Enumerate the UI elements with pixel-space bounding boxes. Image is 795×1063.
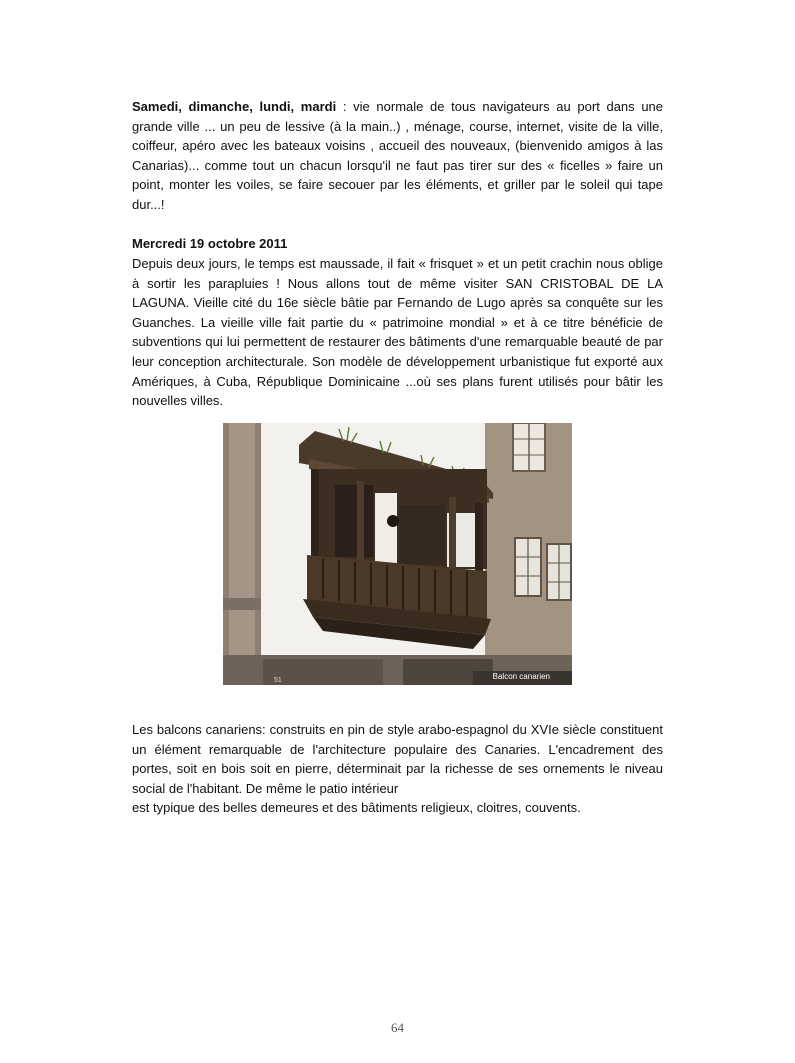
photo-number: 51 xyxy=(274,677,282,684)
paragraph-balcons-last-line: est typique des belles demeures et des bâtiments religieux, cloitres, couvents. xyxy=(132,800,581,816)
date-heading: Mercredi 19 octobre 2011 xyxy=(132,236,288,251)
balcony-illustration xyxy=(223,423,572,685)
paragraph-weekend xyxy=(132,97,663,215)
photo-caption: Balcon canarien xyxy=(492,672,550,681)
paragraph-balcons xyxy=(132,720,663,818)
balcony-photo xyxy=(223,423,572,685)
paragraph-lead: Samedi, dimanche, lundi, mardi xyxy=(132,99,337,114)
page-number: 64 xyxy=(391,1020,404,1035)
paragraph-laguna: Depuis deux jours, le temps est maussade, il fait « frisquet » et un petit crachin nous oblige à sortir les parapluies ! Nous allons tout de même visiter SAN CRISTOBAL DE LA LAGUNA. Vieille cité du 16e siècle bâtie par Fernando de Lugo après sa conquête sur les Guanches. La vieille ville fait partie du « patrimoine mondial » et à ce titre bénéficie de subventions qui lui permettent de restaurer des bâtiments d'une remarquable beauté de par leur conception architecturale. Son modèle de développement urbanistique fut exporté aux Amériques, à Cuba, République Dominicaine ...où ses plans furent utilisés pour bâtir les nouvelles villes. xyxy=(132,256,663,409)
paragraph-body: : vie normale de tous navigateurs au port dans une grande ville ... un peu de lessive (à la main..) , ménage, course, internet, visite de la ville, coiffeur, apéro avec les bateaux voisins , accueil des nouveaux, (bienvenido amigos à las Canarias)... comme tout un chacun lorsqu'il ne faut pas tirer sur des « ficelles » faire un point, monter les voiles, se faire secouer par les éléments, et griller par le soleil qui tape dur...! xyxy=(132,99,664,212)
paragraph-balcons-body: Les balcons canariens: construits en pin de style arabo-espagnol du XVIe siècle constituent un élément remarquable de l'architecture populaire des Canaries. L'encadrement des portes, soit en bois soit en pierre, déterminait par la richesse de ses ornements le niveau social de l'habitant. De même le patio intérieur xyxy=(132,722,663,796)
